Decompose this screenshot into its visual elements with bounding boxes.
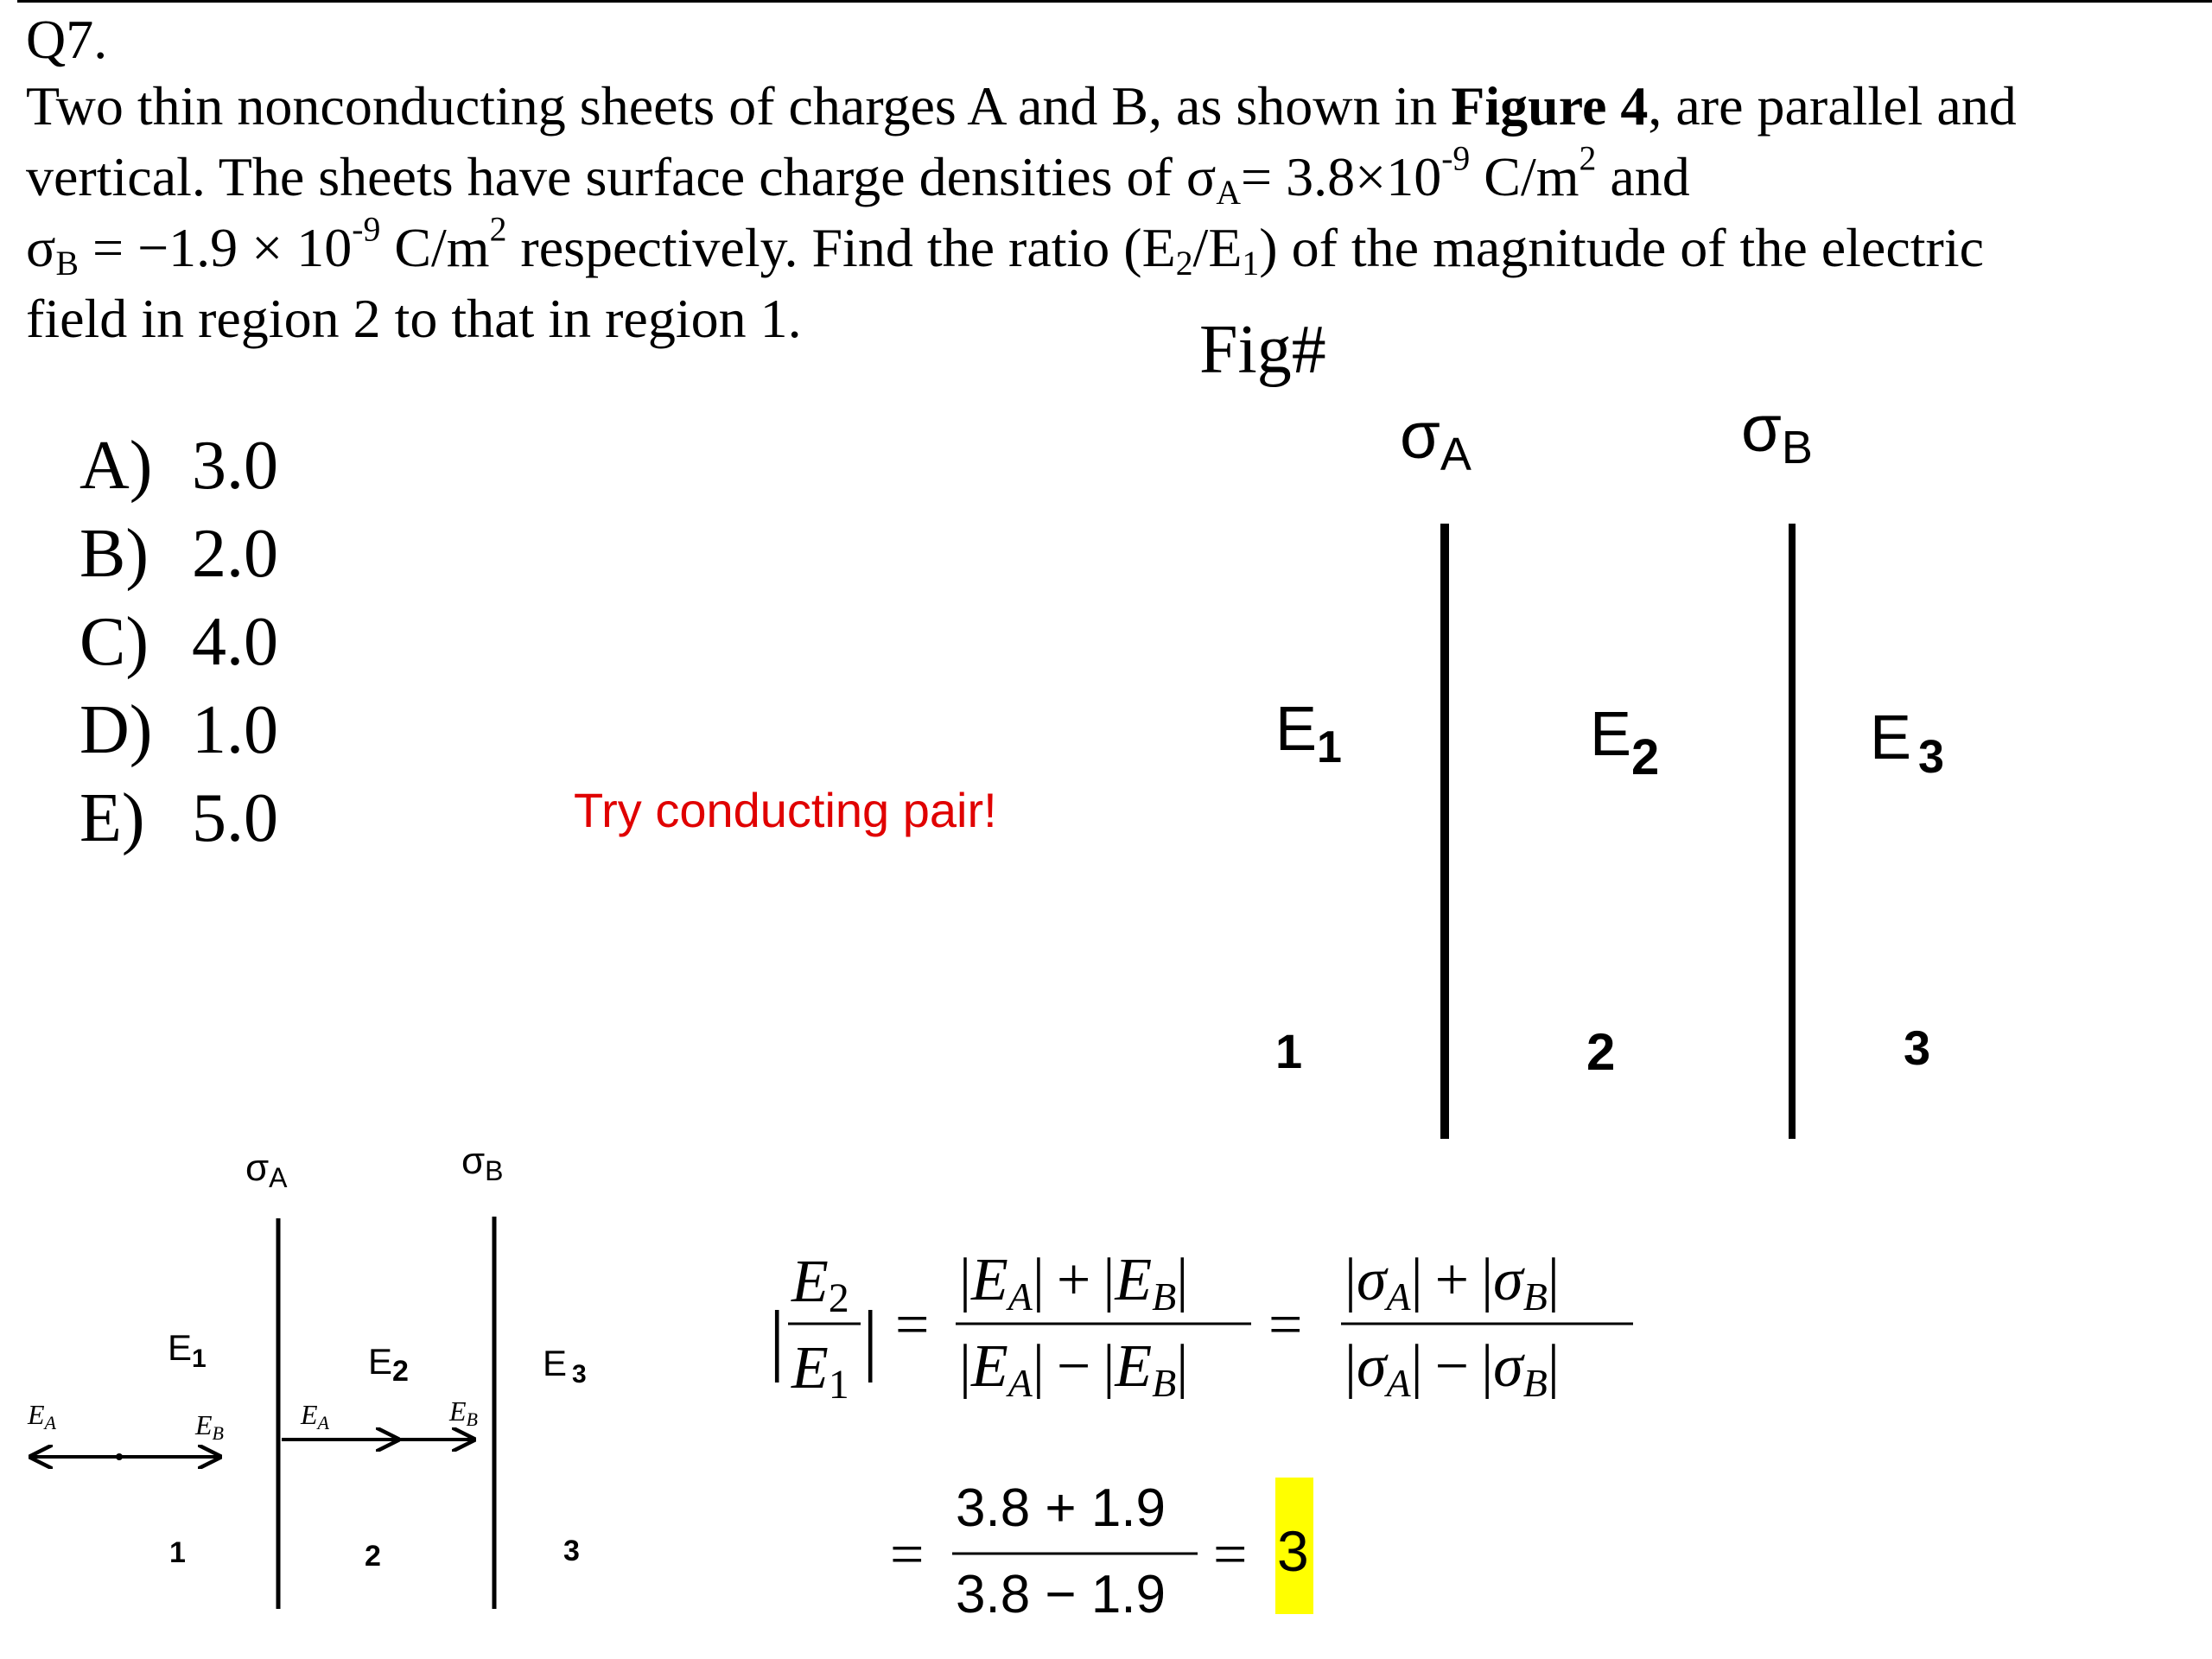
sigma-difference: |σA| − |σB|	[1344, 1333, 1560, 1405]
figure-title: Fig#	[1199, 312, 1326, 388]
ratio-numerator: E2	[791, 1249, 849, 1321]
sketch-arrow-label-eb-1: EB	[195, 1409, 224, 1444]
question-number: Q7.	[26, 9, 108, 70]
sheet-a-label: σA	[1400, 399, 1471, 480]
sketch-sheet-b-label: σB	[461, 1140, 504, 1186]
sketch-arrow-label-ea-1: EA	[28, 1399, 56, 1433]
numeric-numerator: 3.8 + 1.9	[956, 1478, 1166, 1538]
equals-3: =	[890, 1522, 925, 1588]
field-sketch	[27, 1140, 587, 1609]
sketch-arrow-label-ea-2: EA	[301, 1399, 329, 1433]
hint-text: Try conducting pair!	[574, 783, 997, 837]
main-figure	[1275, 392, 1944, 1139]
sketch-region-1: 1	[169, 1536, 186, 1569]
field-e2-label: $E_2$	[1590, 700, 1660, 785]
sketch-region-3: 3	[563, 1535, 580, 1567]
field-e1-label: E1	[1275, 695, 1342, 772]
problem-line-3: $\sigma_B = -1.9 \times 10^{-9}$ $C/m^2$ respectively. Find the ratio $(E_2/E_1)$ of the magnitude of the electric	[26, 210, 1984, 283]
choice-b[interactable]: B) 2.0	[79, 516, 278, 592]
solution-equation	[769, 1247, 1633, 1624]
equals-1: =	[895, 1292, 930, 1358]
sketch-e1-label: E1	[168, 1327, 207, 1373]
sketch-arrow-origin-dot	[116, 1453, 123, 1460]
field-e3-label: E $_3$	[1870, 703, 1945, 783]
abs-bar-right: |	[862, 1294, 879, 1382]
problem-line-1: Two thin nonconducting sheets of charges A and B, as shown in Figure 4, are parallel and	[26, 75, 2017, 137]
sketch-e2-label: E2	[368, 1341, 409, 1388]
abs-bar-left: |	[769, 1294, 785, 1382]
equals-4: =	[1213, 1522, 1248, 1588]
ratio-denominator: E1	[791, 1335, 849, 1408]
choice-c[interactable]: C) 4.0	[79, 604, 278, 680]
choice-a[interactable]: A) 3.0	[79, 428, 278, 504]
sigma-sum: |σA| + |σB|	[1344, 1247, 1560, 1319]
equals-2: =	[1268, 1292, 1303, 1358]
region-2-label: 2	[1586, 1023, 1616, 1081]
sketch-sheet-a-label: σA	[245, 1147, 288, 1193]
sketch-arrow-label-eb-2: EB	[449, 1395, 478, 1430]
problem-line-4: field in region 2 to that in region 1.	[26, 288, 802, 349]
choice-e[interactable]: E) 5.0	[79, 780, 278, 856]
numeric-denominator: 3.8 − 1.9	[956, 1565, 1166, 1624]
problem-line-2: vertical. The sheets have surface charge densities of $\sigma_A= 3.8\times 10^{-9}$ $C/m^2$ and	[26, 139, 1690, 212]
region-3-label: 3	[1904, 1020, 1931, 1075]
sketch-region-2: 2	[365, 1540, 381, 1573]
final-answer: 3	[1277, 1519, 1309, 1583]
field-sum: |EA| + |EB|	[959, 1247, 1189, 1319]
field-difference: |EA| − |EB|	[959, 1333, 1189, 1405]
region-1-label: 1	[1275, 1024, 1303, 1078]
sketch-e3-label: E 3	[543, 1343, 587, 1389]
figure-reference: Figure 4	[1451, 75, 1649, 137]
choice-d[interactable]: D) 1.0	[79, 692, 278, 768]
sheet-b-label: σB	[1741, 392, 1813, 474]
